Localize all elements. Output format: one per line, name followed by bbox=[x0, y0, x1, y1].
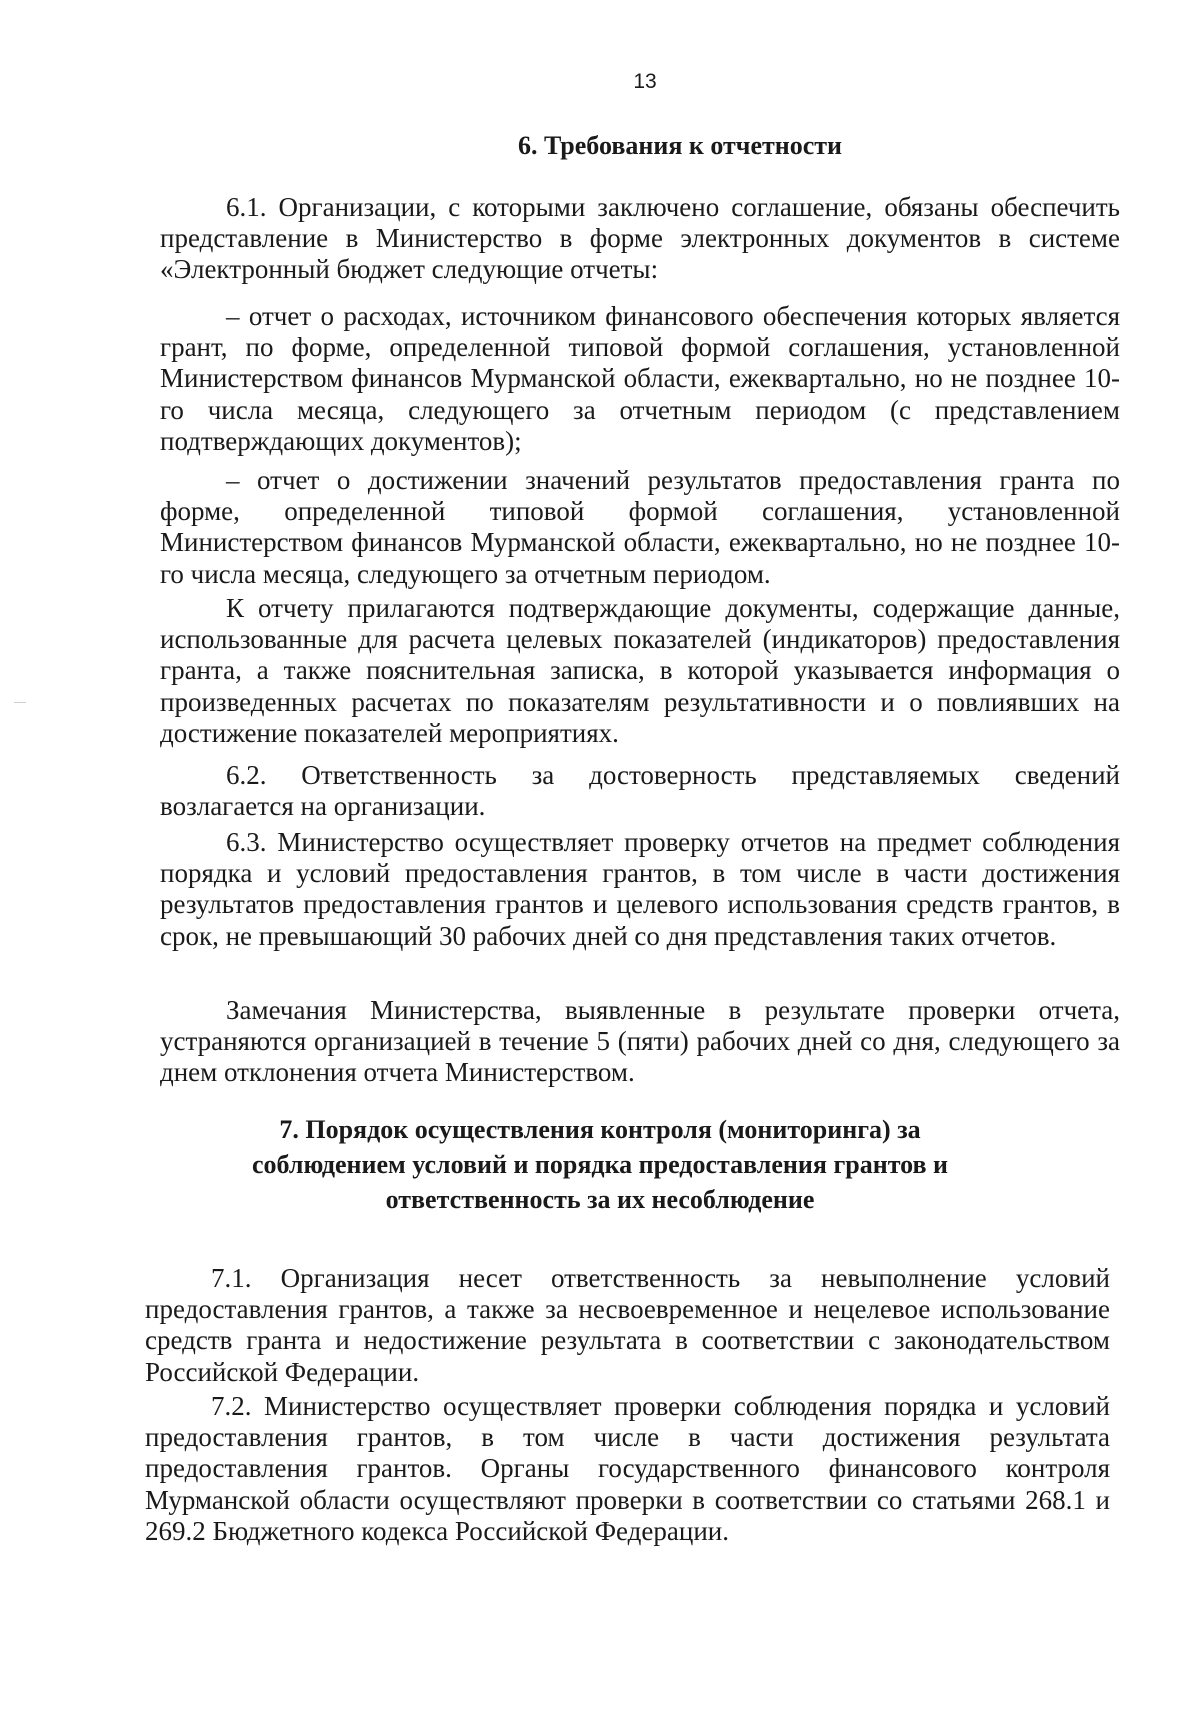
paragraph-7-2: 7.2. Министерство осуществляет проверки соблюдения порядка и условий предоставления грантов, в том числе в части достижения результата предоставления грантов. Органы государственного финансового контроля Мурманской области осуществляют проверки в соответствии со статьями 268.1 и 269.2 Бюджетного кодекса Российской Федерации. bbox=[145, 1391, 1110, 1546]
section-7-heading-line-3: ответственность за их несоблюдение bbox=[385, 1185, 815, 1214]
paragraph-attachments: К отчету прилагаются подтверждающие документы, содержащие данные, использованные для расчета целевых показателей (индикаторов) предоставления гранта, а также пояснительная записка, в которой указывается информация о произведенных расчетах по показателям результативности и о повлиявших на достижение показателей мероприятиях. bbox=[160, 593, 1120, 748]
paragraph-7-1: 7.1. Организация несет ответственность за невыполнение условий предоставления грантов, а также за несвоевременное и нецелевое использование средств гранта и недостижение результата в соответствии с законодательством Российской Федерации. bbox=[145, 1263, 1110, 1387]
paragraph-6-1: 6.1. Организации, с которыми заключено соглашение, обязаны обеспечить представление в Министерство в форме электронных документов в системе «Электронный бюджет следующие отчеты: bbox=[160, 192, 1120, 285]
paragraph-expense-report: – отчет о расходах, источником финансового обеспечения которых является грант, по форме, определенной типовой формой соглашения, установленной Министерством финансов Мурманской области, ежеквартально, но не позднее 10-го числа месяца, следующего за отчетным периодом (с представлением подтверждающих документов); bbox=[160, 301, 1120, 456]
section-7-heading bbox=[160, 1112, 1040, 1217]
paragraph-6-2: 6.2. Ответственность за достоверность представляемых сведений возлагается на организации. bbox=[160, 760, 1120, 822]
section-6-heading: 6. Требования к отчетности bbox=[517, 131, 843, 160]
paragraph-results-report: – отчет о достижении значений результатов предоставления гранта по форме, определенной типовой формой соглашения, установленной Министерством финансов Мурманской области, ежеквартально, но не позднее 10-го числа месяца, следующего за отчетным периодом. bbox=[160, 465, 1120, 589]
section-7-heading-line-1: 7. Порядок осуществления контроля (мониторинга) за bbox=[279, 1115, 921, 1144]
scan-margin-mark bbox=[14, 702, 26, 703]
section-7-heading-line-2: соблюдением условий и порядка предоставления грантов и bbox=[252, 1150, 948, 1179]
page-number: 13 bbox=[633, 70, 657, 93]
paragraph-6-3: 6.3. Министерство осуществляет проверку отчетов на предмет соблюдения порядка и условий предоставления грантов, в том числе в части достижения результатов предоставления грантов и целевого использования средств грантов, в срок, не превышающий 30 рабочих дней со дня представления таких отчетов. bbox=[160, 827, 1120, 951]
paragraph-remarks: Замечания Министерства, выявленные в результате проверки отчета, устраняются организацией в течение 5 (пяти) рабочих дней со дня, следующего за днем отклонения отчета Министерством. bbox=[160, 995, 1120, 1088]
